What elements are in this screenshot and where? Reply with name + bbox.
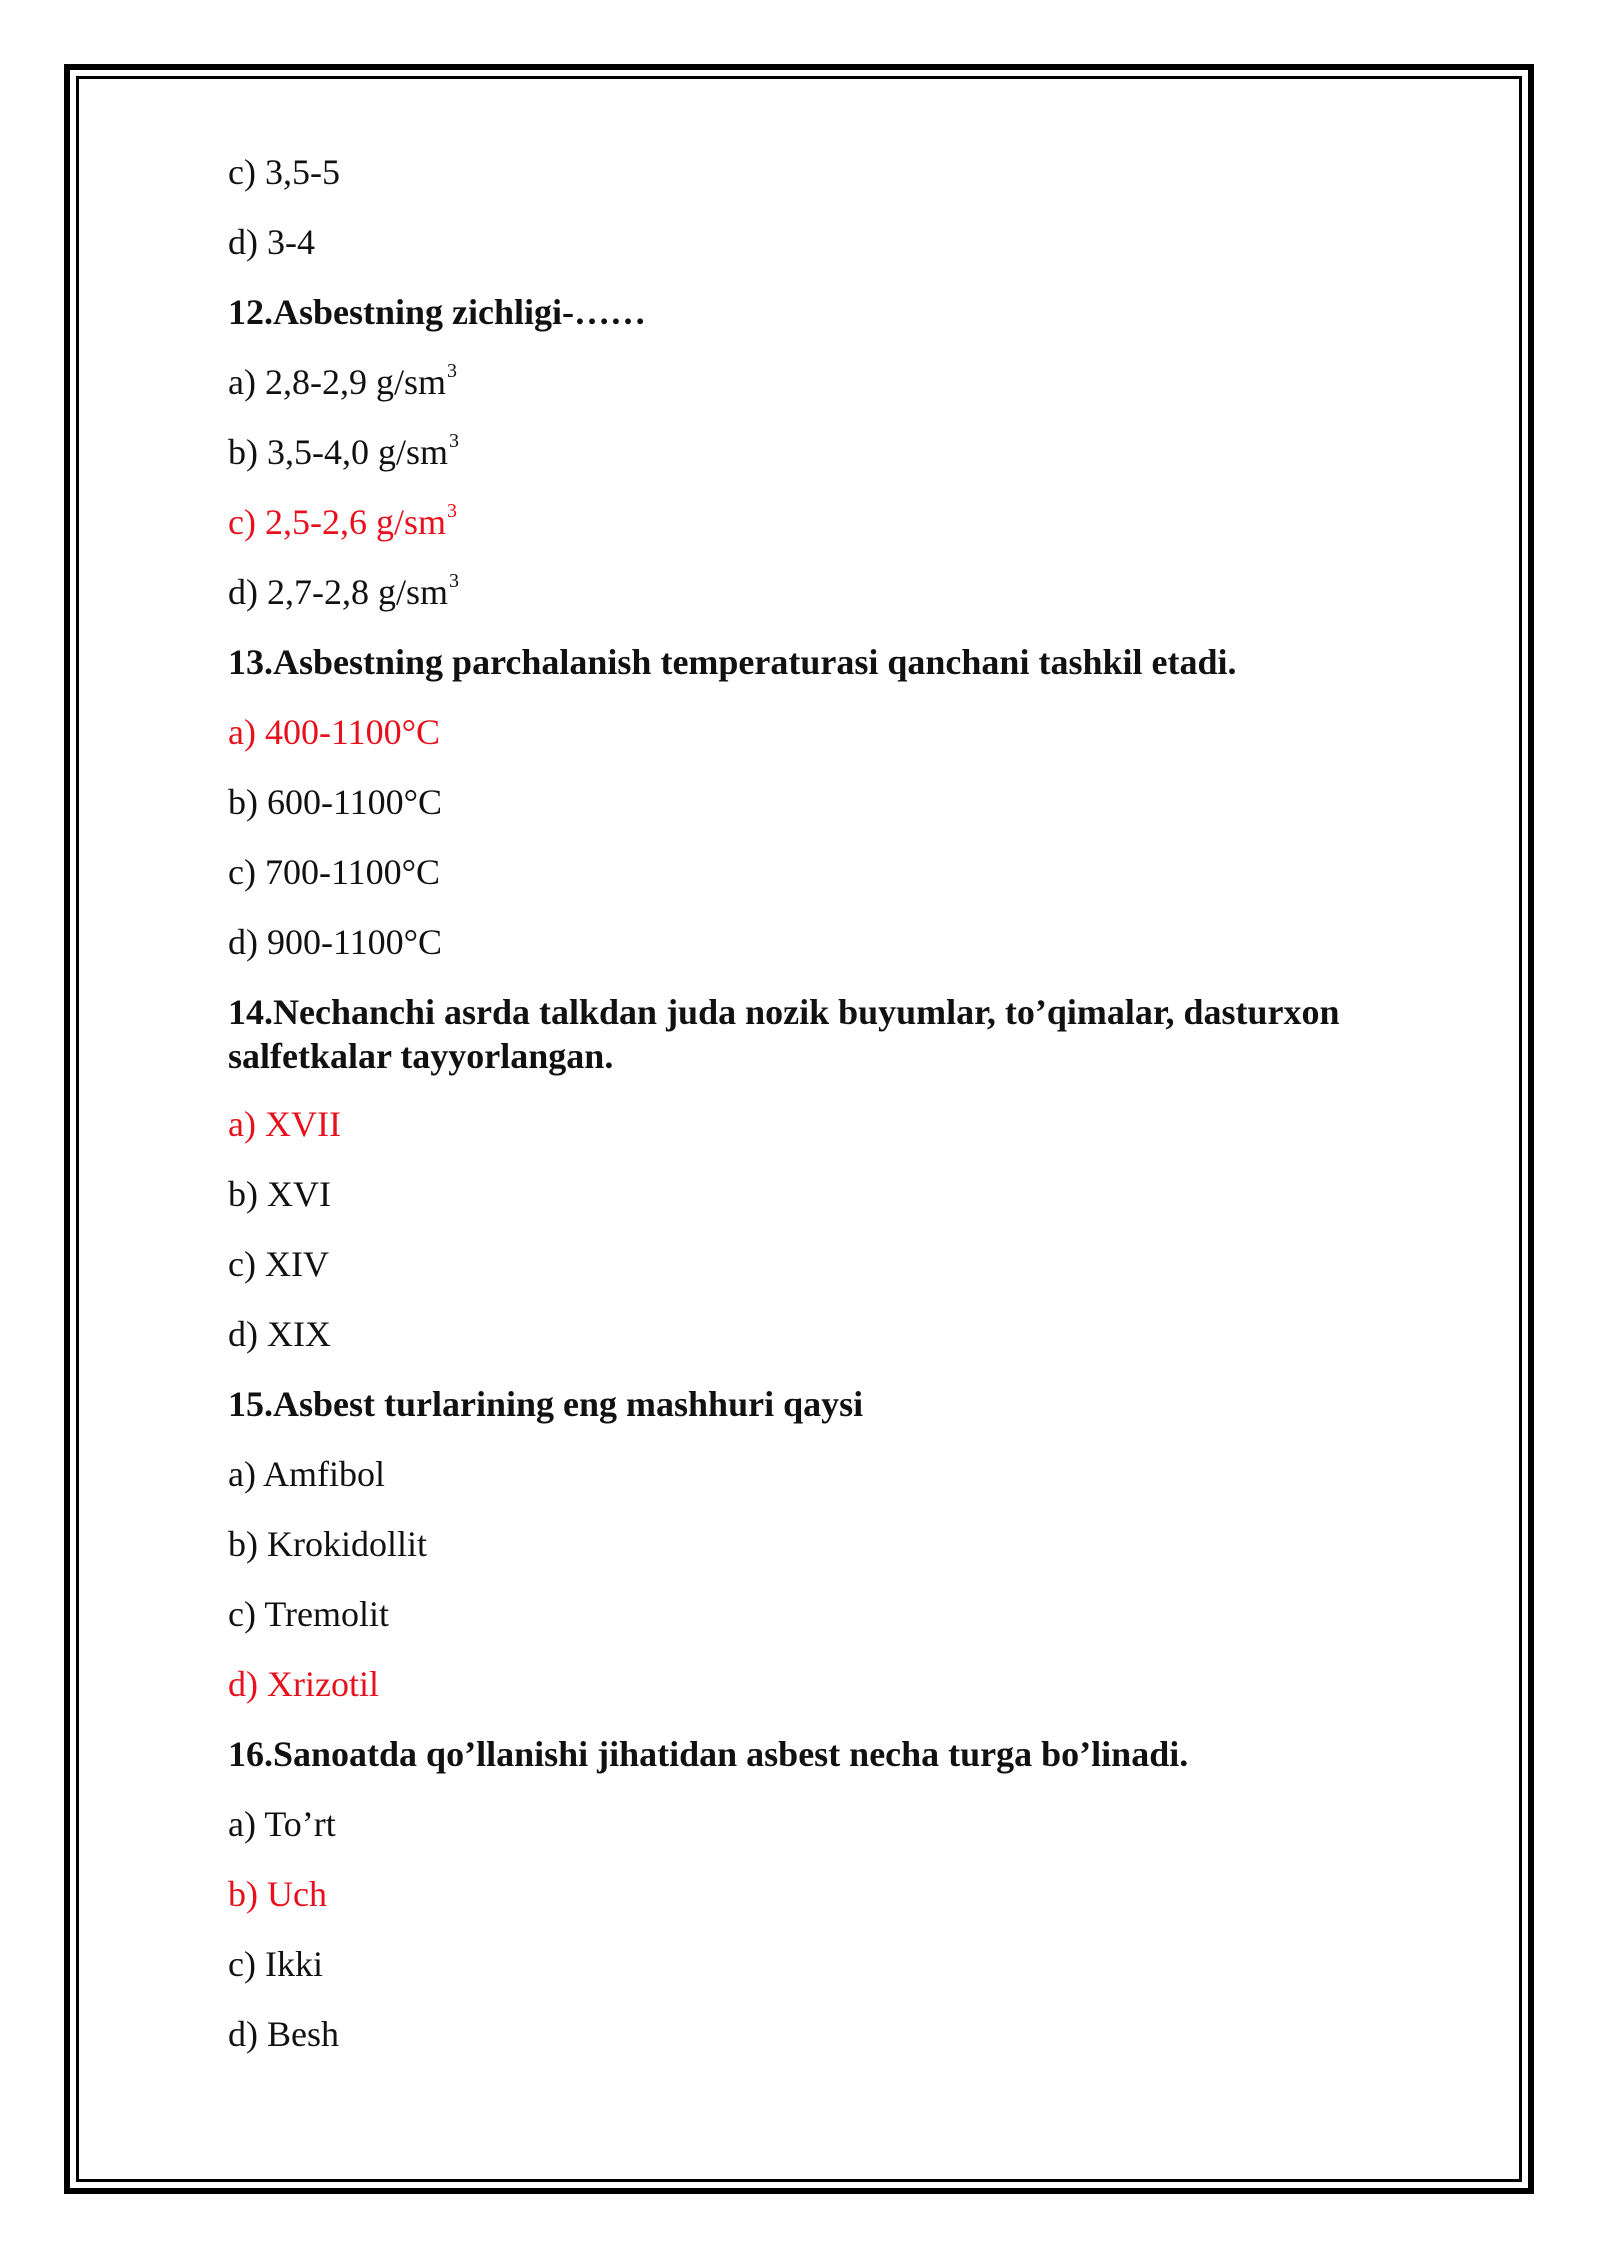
option-c-q12-correct: c) 2,5-2,6 $g/sm^3$ xyxy=(228,500,457,542)
option-b-q16-correct: b) Uch xyxy=(228,1874,327,1914)
option-c-q14: c) XIV xyxy=(228,1244,329,1284)
option-d-q14: d) XIX xyxy=(228,1314,331,1354)
option-a-q16: a) To’rt xyxy=(228,1804,336,1844)
option-d-q15-correct: d) Xrizotil xyxy=(228,1664,379,1704)
question-12: 12.Asbestning zichligi-…… xyxy=(228,292,647,332)
question-13: 13.Asbestning parchalanish temperaturasi qanchani tashkil etadi. xyxy=(228,642,1237,682)
question-15: 15.Asbest turlarining eng mashhuri qaysi xyxy=(228,1384,864,1424)
question-14-line-2: salfetkalar tayyorlangan. xyxy=(228,1036,614,1076)
option-d-q12: d) 2,7-2,8 $g/sm^3$ xyxy=(228,570,459,612)
option-b-q15: b) Krokidollit xyxy=(228,1524,427,1564)
option-a-q12: a) 2,8-2,9 $g/sm^3$ xyxy=(228,360,457,402)
option-b-q14: b) XVI xyxy=(228,1174,331,1214)
option-d-q13: d) 900-1100°C xyxy=(228,922,443,962)
question-14-line-1: 14.Nechanchi asrda talkdan juda nozik buyumlar, to’qimalar, dasturxon xyxy=(228,992,1340,1032)
option-d-q16: d) Besh xyxy=(228,2014,339,2054)
option-a-q13-correct: a) 400-1100°C xyxy=(228,712,441,752)
option-c-q13: c) 700-1100°C xyxy=(228,852,441,892)
question-16: 16.Sanoatda qo’llanishi jihatidan asbest necha turga bo’linadi. xyxy=(228,1734,1189,1774)
option-c-q11: c) 3,5-5 xyxy=(228,152,340,192)
option-c-q16: c) Ikki xyxy=(228,1944,323,1984)
option-a-q15: a) Amfibol xyxy=(228,1454,385,1494)
option-b-q13: b) 600-1100°C xyxy=(228,782,443,822)
option-d-q11: d) 3-4 xyxy=(228,222,315,262)
option-a-q14-correct: a) XVII xyxy=(228,1104,341,1144)
option-b-q12: b) 3,5-4,0 $g/sm^3$ xyxy=(228,430,459,472)
option-c-q15: c) Tremolit xyxy=(228,1594,390,1634)
